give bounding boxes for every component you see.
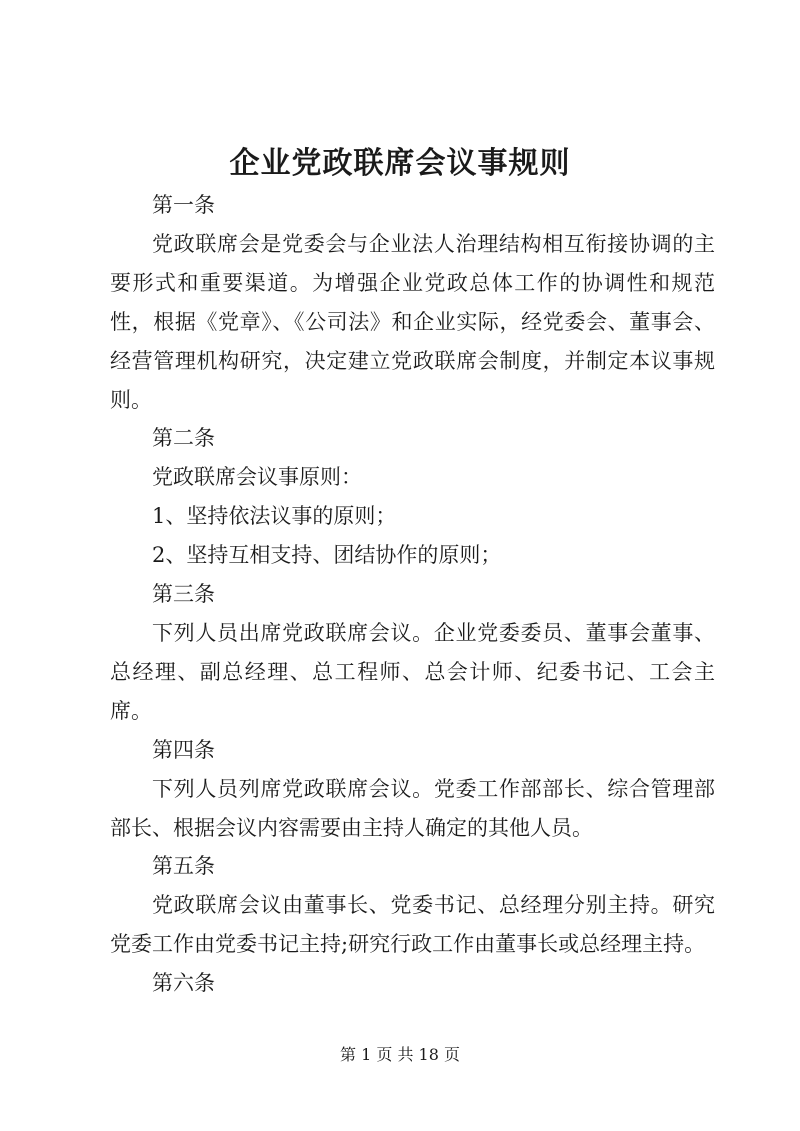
article-4-text: 下列人员列席党政联席会议。党委工作部部长、综合管理部部长、根据会议内容需要由主持人确定的其他人员。: [110, 776, 715, 840]
document-body: [110, 186, 715, 1003]
document-title: 企业党政联席会议事规则: [229, 146, 571, 181]
page-footer: 第 1 页 共 18 页: [340, 1045, 460, 1064]
article-heading-3: 第三条: [152, 582, 215, 607]
article-heading-4: 第四条: [152, 737, 215, 762]
article-1-text: 党政联席会是党委会与企业法人治理结构相互衔接协调的主要形式和重要渠道。为增强企业党政总体工作的协调性和规范性，根据《党章》、《公司法》和企业实际，经党委会、董事会、经营管理机构研究，决定建立党政联席会制度，并制定本议事规则。: [110, 231, 715, 412]
article-2-item-2: 2、坚持互相支持、团结协作的原则；: [152, 543, 502, 568]
article-heading-5: 第五条: [152, 854, 215, 879]
article-heading-1: 第一条: [152, 193, 215, 217]
article-2-item-1: 1、坚持依法议事的原则；: [152, 504, 397, 529]
article-5-text: 党政联席会议由董事长、党委书记、总经理分别主持。研究党委工作由党委书记主持;研究行政工作由董事长或总经理主持。: [110, 893, 715, 957]
article-heading-6: 第六条: [152, 971, 215, 996]
article-3-text: 下列人员出席党政联席会议。企业党委委员、董事会董事、总经理、副总经理、总工程师、总会计师、纪委书记、工会主席。: [110, 620, 715, 723]
article-2-intro: 党政联席会议事原则：: [152, 465, 362, 490]
article-heading-2: 第二条: [152, 426, 215, 451]
